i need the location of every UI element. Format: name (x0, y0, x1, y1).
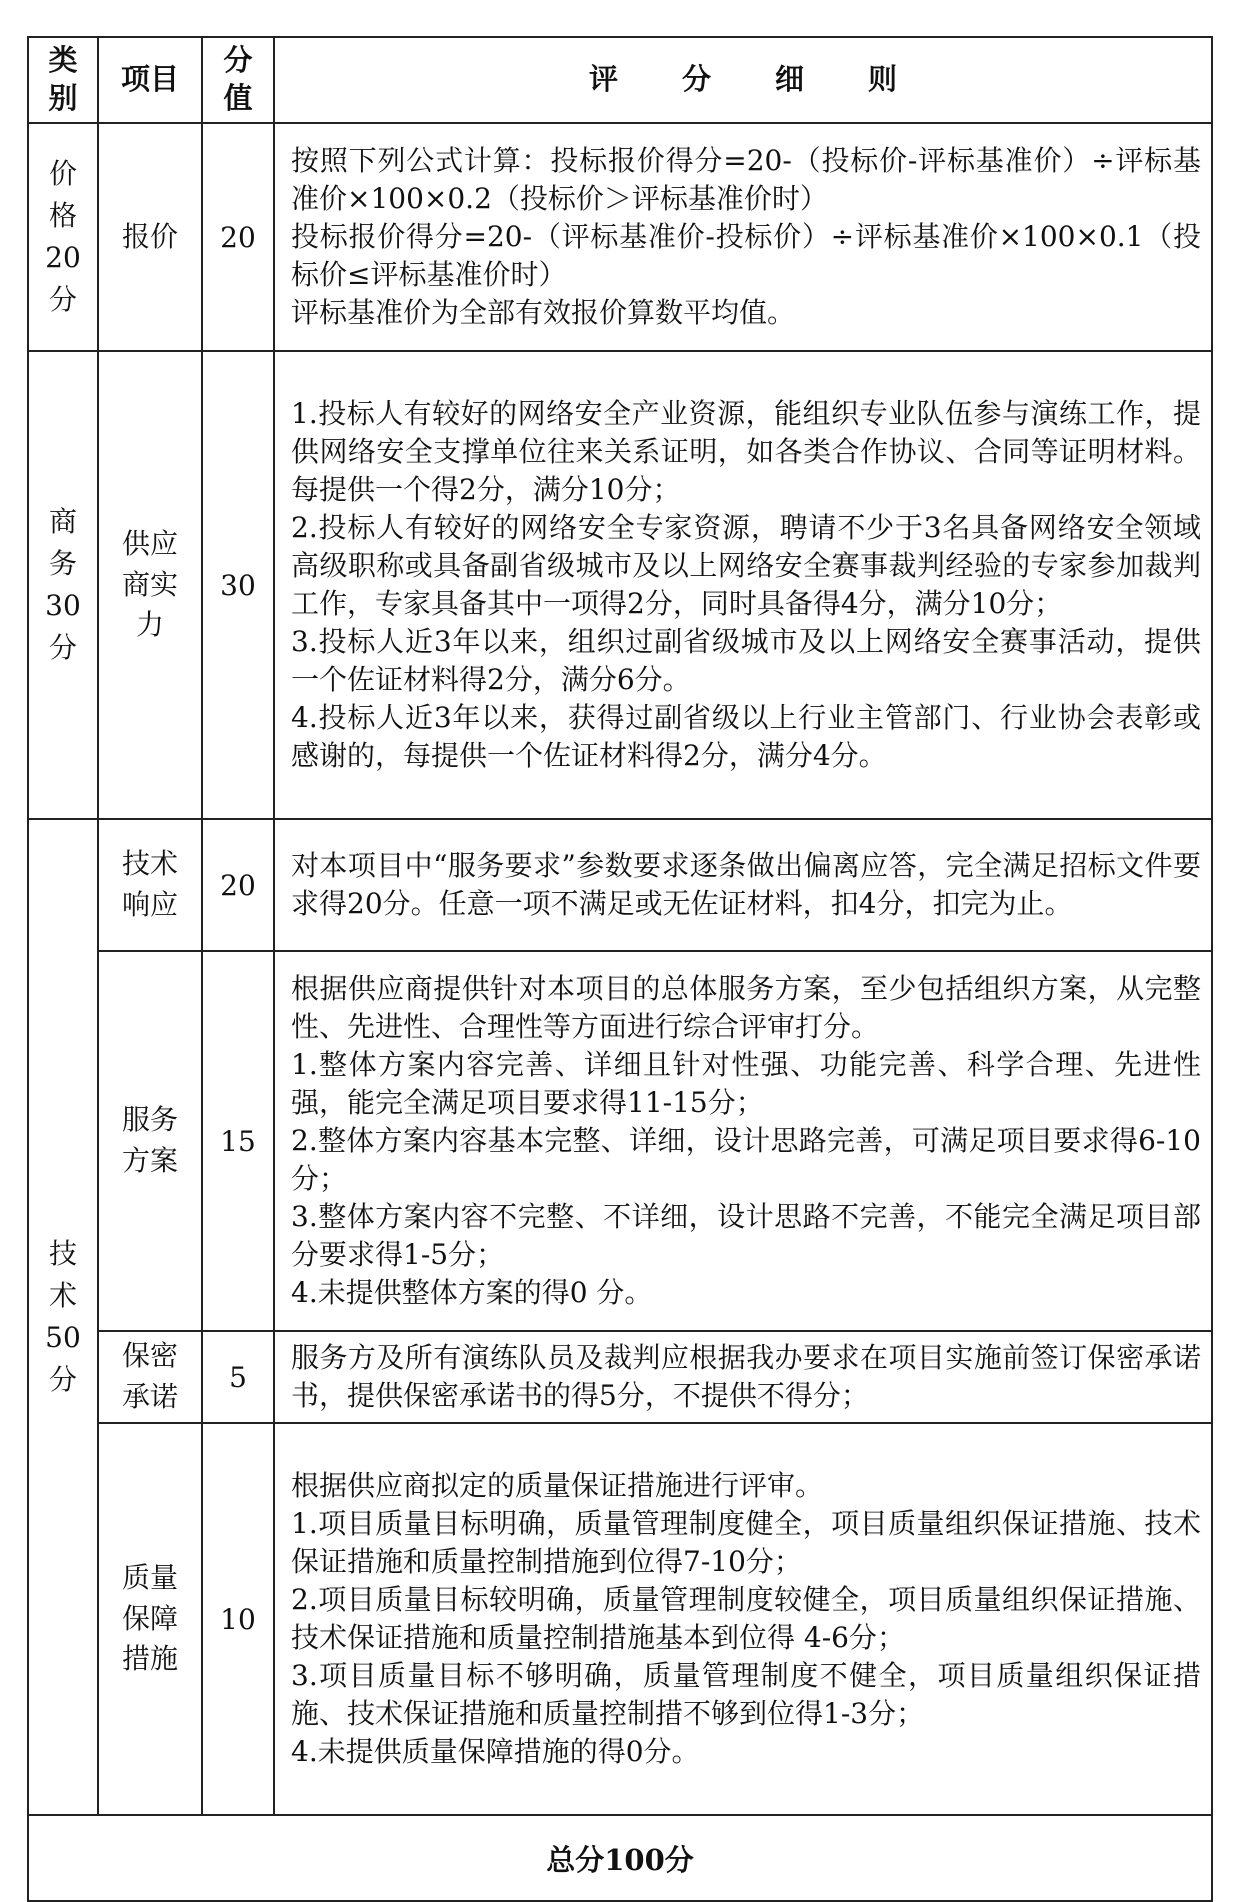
detail-line: 1.整体方案内容完善、详细且针对性强、功能完善、科学合理、先进性强，能完全满足项目要求得11-15分； (291, 1048, 1201, 1119)
total-score: 总分100分 (28, 1815, 1212, 1901)
table-row (28, 1331, 1212, 1423)
header-item: 项目 (98, 37, 202, 123)
item-cell: 供应商实力 (98, 351, 202, 819)
total-row (28, 1815, 1212, 1901)
detail-line: 4.投标人近3年以来，获得过副省级以上行业主管部门、行业协会表彰或感谢的，每提供一个佐证材料得2分，满分4分。 (291, 701, 1201, 772)
detail-line: 评标基准价为全部有效报价算数平均值。 (291, 296, 796, 329)
detail-line: 投标报价得分=20-（评标基准价-投标价）÷评标基准价×100×0.1（投标价≤评标基准价时） (291, 220, 1201, 291)
detail-line: 根据供应商提供针对本项目的总体服务方案，至少包括组织方案，从完整性、先进性、合理性等方面进行综合评审打分。 (291, 972, 1201, 1043)
score-cell: 20 (202, 819, 274, 951)
item-cell: 技术响应 (98, 819, 202, 951)
detail-line: 1.项目质量目标明确，质量管理制度健全，项目质量组织保证措施、技术保证措施和质量控制措施到位得7-10分； (291, 1507, 1201, 1578)
detail-line: 4.未提供质量保障措施的得0分。 (291, 1735, 700, 1768)
detail-line: 3.整体方案内容不完整、不详细，设计思路不完善，不能完全满足项目部分要求得1-5分； (291, 1200, 1201, 1271)
detail-cell (274, 951, 1212, 1331)
detail-line: 服务方及所有演练队员及裁判应根据我办要求在项目实施前签订保密承诺书，提供保密承诺书的得5分，不提供不得分； (291, 1341, 1201, 1412)
detail-line: 2.投标人有较好的网络安全专家资源，聘请不少于3名具备网络安全领域高级职称或具备副省级城市及以上网络安全赛事裁判经验的专家参加裁判工作，专家具备其中一项得2分，同时具备得4分，满分10分； (291, 511, 1201, 620)
detail-line: 根据供应商拟定的质量保证措施进行评审。 (291, 1469, 824, 1502)
detail-cell (274, 351, 1212, 819)
score-cell: 20 (202, 123, 274, 351)
detail-line: 按照下列公式计算：投标报价得分=20-（投标价-评标基准价）÷评标基准价×100×0.2（投标价＞评标基准价时） (291, 144, 1201, 215)
item-cell: 质量保障措施 (98, 1423, 202, 1815)
header-score: 分值 (202, 37, 274, 123)
detail-line: 3.项目质量目标不够明确，质量管理制度不健全，项目质量组织保证措施、技术保证措施和质量控制措不够到位得1-3分； (291, 1659, 1201, 1730)
detail-cell (274, 123, 1212, 351)
header-row (28, 37, 1212, 123)
detail-cell (274, 819, 1212, 951)
scoring-table (27, 36, 1213, 1902)
score-cell: 30 (202, 351, 274, 819)
table-row (28, 951, 1212, 1331)
table-row (28, 123, 1212, 351)
detail-line: 对本项目中“服务要求”参数要求逐条做出偏离应答，完全满足招标文件要求得20分。任意一项不满足或无佐证材料，扣4分，扣完为止。 (291, 849, 1201, 920)
detail-line: 1.投标人有较好的网络安全产业资源，能组织专业队伍参与演练工作，提供网络安全支撑单位往来关系证明，如各类合作协议、合同等证明材料。每提供一个得2分，满分10分； (291, 397, 1201, 506)
item-cell: 服务方案 (98, 951, 202, 1331)
table-row (28, 819, 1212, 951)
detail-cell (274, 1423, 1212, 1815)
item-cell: 保密承诺 (98, 1331, 202, 1423)
score-cell: 10 (202, 1423, 274, 1815)
table-row (28, 1423, 1212, 1815)
category-cell: 价格20分 (28, 123, 98, 351)
score-cell: 15 (202, 951, 274, 1331)
detail-cell (274, 1331, 1212, 1423)
category-cell: 技术50分 (28, 819, 98, 1815)
detail-line: 4.未提供整体方案的得0 分。 (291, 1276, 653, 1309)
detail-line: 2.项目质量目标较明确，质量管理制度较健全，项目质量组织保证措施、技术保证措施和质量控制措施基本到位得 4-6分； (291, 1583, 1201, 1654)
table-row (28, 351, 1212, 819)
detail-line: 3.投标人近3年以来，组织过副省级城市及以上网络安全赛事活动，提供一个佐证材料得2分，满分6分。 (291, 625, 1201, 696)
table-body (28, 123, 1212, 1901)
category-cell: 商务30分 (28, 351, 98, 819)
score-cell: 5 (202, 1331, 274, 1423)
header-detail: 评分细则 (274, 37, 1212, 123)
detail-line: 2.整体方案内容基本完整、详细，设计思路完善，可满足项目要求得6-10分； (291, 1124, 1201, 1195)
header-category: 类别 (28, 37, 98, 123)
item-cell: 报价 (98, 123, 202, 351)
